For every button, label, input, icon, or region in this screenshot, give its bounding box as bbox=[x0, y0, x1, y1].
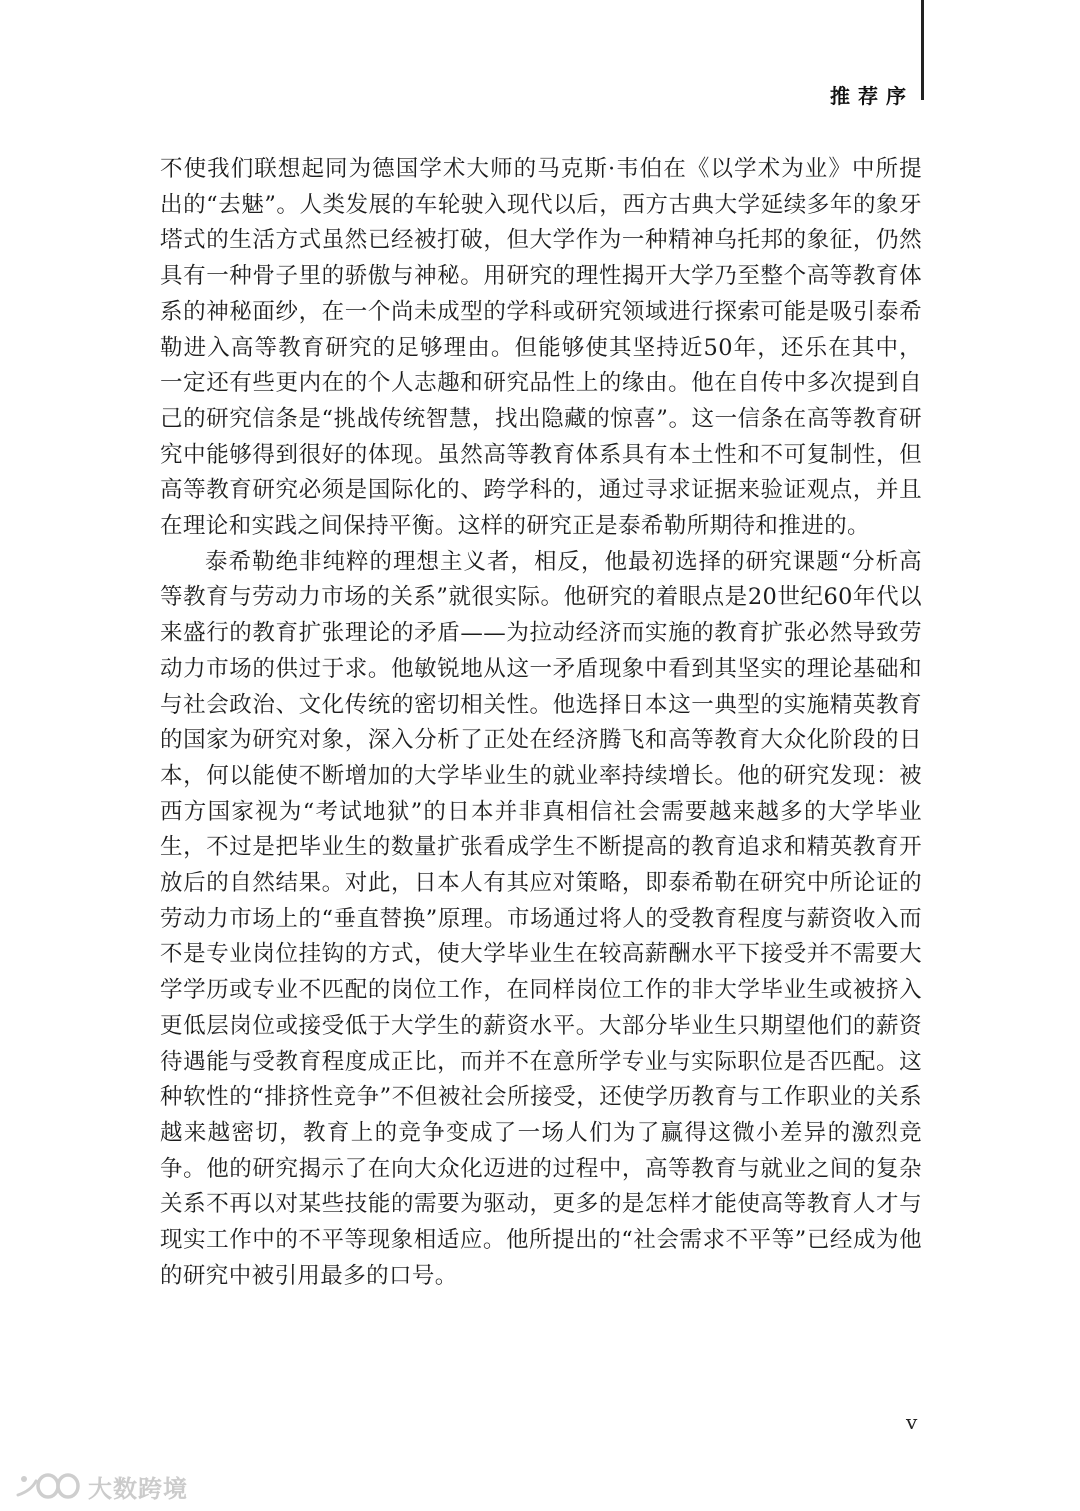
body-text bbox=[160, 152, 922, 1295]
watermark bbox=[14, 1468, 188, 1504]
watermark-text: 大数跨境 bbox=[88, 1474, 188, 1503]
paragraph-1: 不使我们联想起同为德国学术大师的马克斯·韦伯在《以学术为业》中所提出的“去魅”。人类发展的车轮驶入现代以后，西方古典大学延续多年的象牙塔式的生活方式虽然已经被打破，但大学作为一种精神乌托邦的象征，仍然具有一种骨子里的骄傲与神秘。用研究的理性揭开大学乃至整个高等教育体系的神秘面纱，在一个尚未成型的学科或研究领域进行探索可能是吸引泰希勒进入高等教育研究的足够理由。但能够使其坚持近50年，还乐在其中，一定还有些更内在的个人志趣和研究品性上的缘由。他在自传中多次提到自己的研究信条是“挑战传统智慧，找出隐藏的惊喜”。这一信条在高等教育研究中能够得到很好的体现。虽然高等教育体系具有本土性和不可复制性，但高等教育研究必须是国际化的、跨学科的，通过寻求证据来验证观点，并且在理论和实践之间保持平衡。这样的研究正是泰希勒所期待和推进的。 bbox=[160, 156, 922, 540]
page-edge-rule bbox=[921, 0, 924, 100]
paragraph-2: 泰希勒绝非纯粹的理想主义者，相反，他最初选择的研究课题“分析高等教育与劳动力市场的关系”就很实际。他研究的着眼点是20世纪60年代以来盛行的教育扩张理论的矛盾——为拉动经济而实施的教育扩张必然导致劳动力市场的供过于求。他敏锐地从这一矛盾现象中看到其坚实的理论基础和与社会政治、文化传统的密切相关性。他选择日本这一典型的实施精英教育的国家为研究对象，深入分析了正处在经济腾飞和高等教育大众化阶段的日本，何以能使不断增加的大学毕业生的就业率持续增长。他的研究发现：被西方国家视为“考试地狱”的日本并非真相信社会需要越来越多的大学毕业生，不过是把毕业生的数量扩张看成学生不断提高的教育追求和精英教育开放后的自然结果。对此，日本人有其应对策略，即泰希勒在研究中所论证的劳动力市场上的“垂直替换”原理。市场通过将人的受教育程度与薪资收入而不是专业岗位挂钩的方式，使大学毕业生在较高薪酬水平下接受并不需要大学学历或专业不匹配的岗位工作，在同样岗位工作的非大学毕业生或被挤入更低层岗位或接受低于大学生的薪资水平。大部分毕业生只期望他们的薪资待遇能与受教育程度成正比，而并不在意所学专业与实际职位是否匹配。这种软性的“排挤性竞争”不但被社会所接受，还使学历教育与工作职业的关系越来越密切，教育上的竞争变成了一场人们为了赢得这微小差异的激烈竞争。他的研究揭示了在向大众化迈进的过程中，高等教育与就业之间的复杂关系不再以对某些技能的需要为驱动，更多的是怎样才能使高等教育人才与现实工作中的不平等现象相适应。他所提出的“社会需求不平等”已经成为他的研究中被引用最多的口号。 bbox=[160, 548, 922, 1289]
watermark-logo-icon bbox=[14, 1471, 80, 1501]
page-number: v bbox=[906, 1410, 918, 1434]
running-header-title: 推荐序 bbox=[830, 84, 914, 108]
